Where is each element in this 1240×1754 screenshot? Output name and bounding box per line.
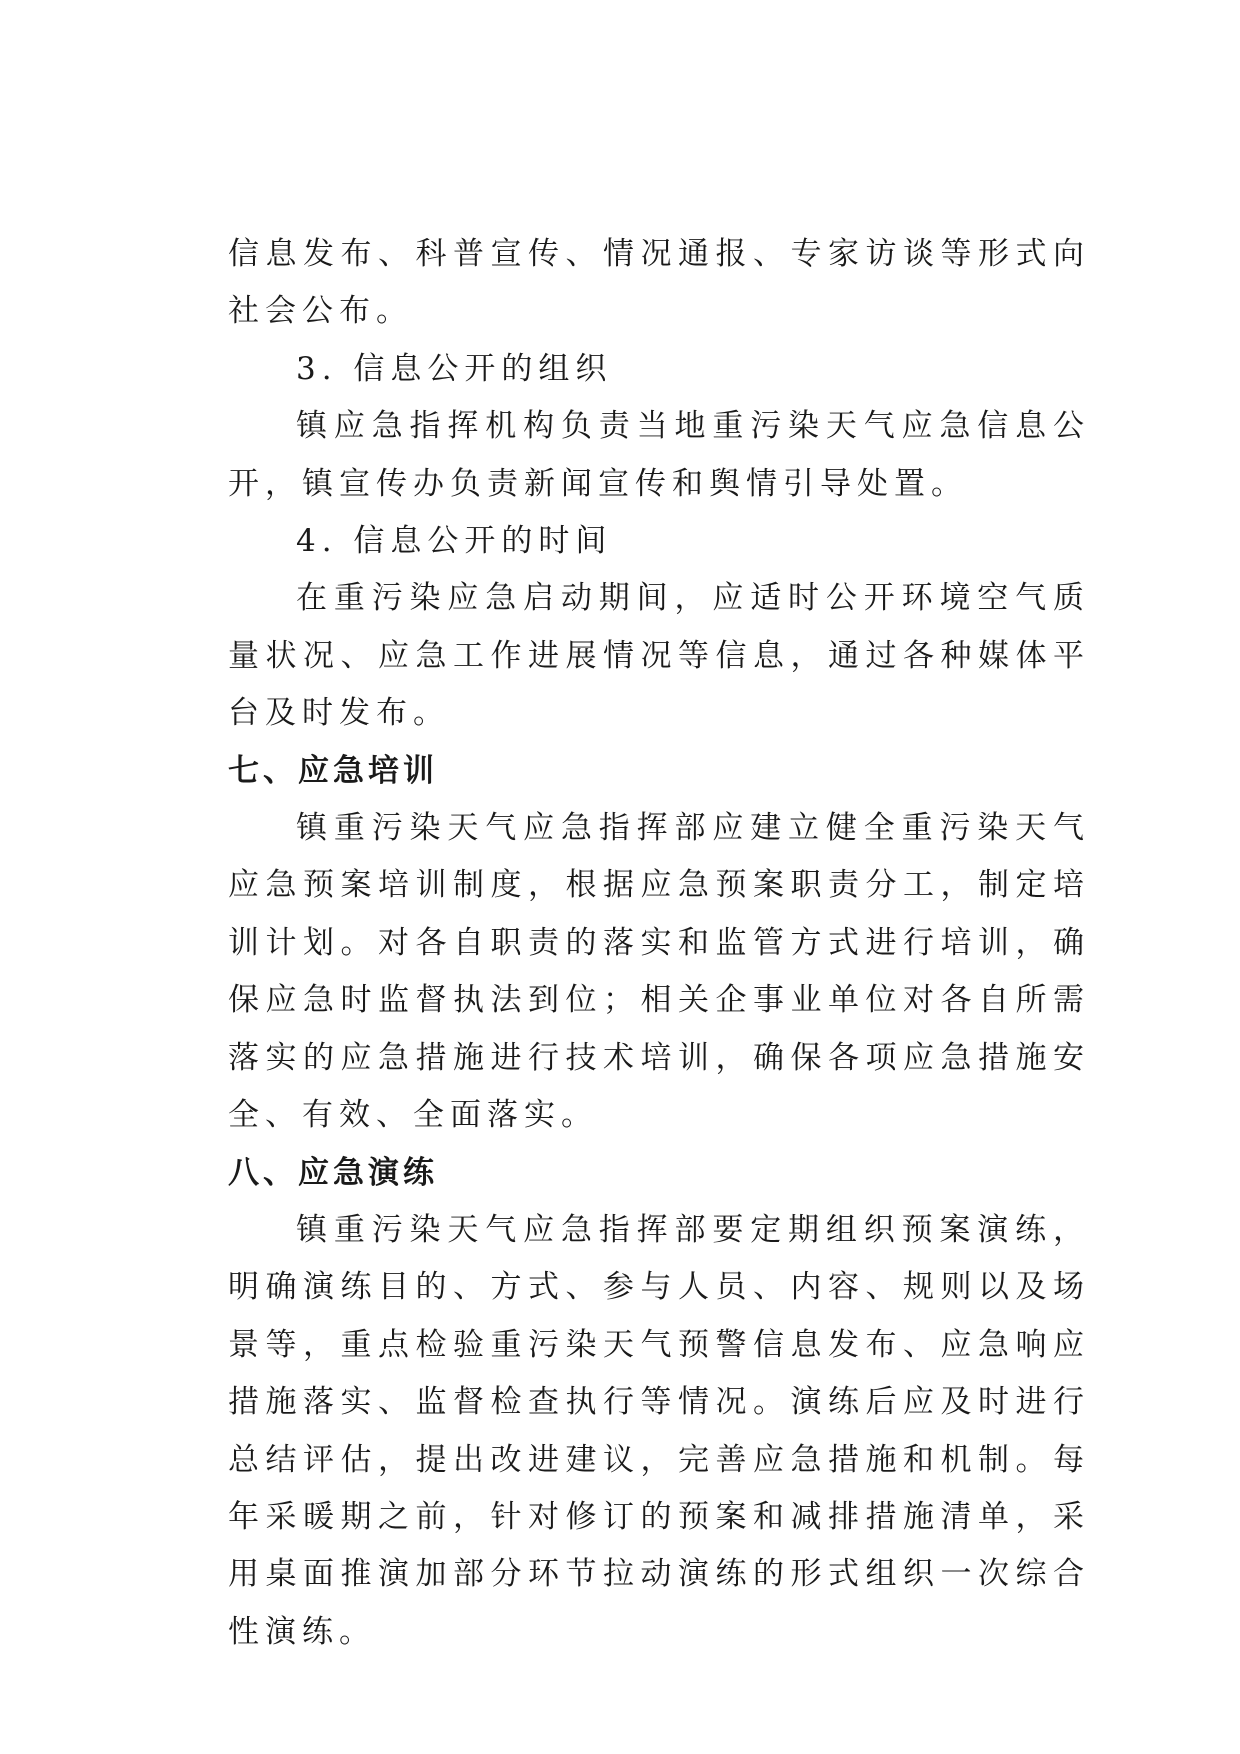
subheading-info-disclosure-timing: 4. 信息公开的时间 <box>296 523 613 560</box>
paragraph-emergency-drill: 镇重污染天气应急指挥部要定期组织预案演练，明确演练目的、方式、参与人员、内容、规则以及场景等，重点检验重污染天气预警信息发布、应急响应措施落实、监督检查执行等情况。演练后应及时进行总结评估，提出改进建议，完善应急措施和机制。每年采暖期之前，针对修订的预案和减排措施清单，采用桌面推演加部分环节拉动演练的形式组织一次综合性演练。 <box>228 1211 1090 1650</box>
subheading-info-disclosure-organization: 3. 信息公开的组织 <box>296 350 613 387</box>
paragraph-emergency-training: 镇重污染天气应急指挥部应建立健全重污染天气应急预案培训制度，根据应急预案职责分工，制定培训计划。对各自职责的落实和监管方式进行培训，确保应急时监督执法到位；相关企事业单位对各自所需落实的应急措施进行技术培训，确保各项应急措施安全、有效、全面落实。 <box>228 810 1090 1134</box>
paragraph-info-disclosure-timing: 在重污染应急启动期间，应适时公开环境空气质量状况、应急工作进展情况等信息，通过各种媒体平台及时发布。 <box>228 580 1090 732</box>
document-page <box>228 226 1090 1661</box>
paragraph-info-release-continuation: 信息发布、科普宣传、情况通报、专家访谈等形式向社会公布。 <box>228 236 1090 330</box>
section-heading-emergency-drill: 八、应急演练 <box>228 1154 438 1191</box>
paragraph-info-disclosure-organization: 镇应急指挥机构负责当地重污染天气应急信息公开，镇宣传办负责新闻宣传和舆情引导处置。 <box>228 408 1090 502</box>
section-heading-emergency-training: 七、应急培训 <box>228 752 438 789</box>
